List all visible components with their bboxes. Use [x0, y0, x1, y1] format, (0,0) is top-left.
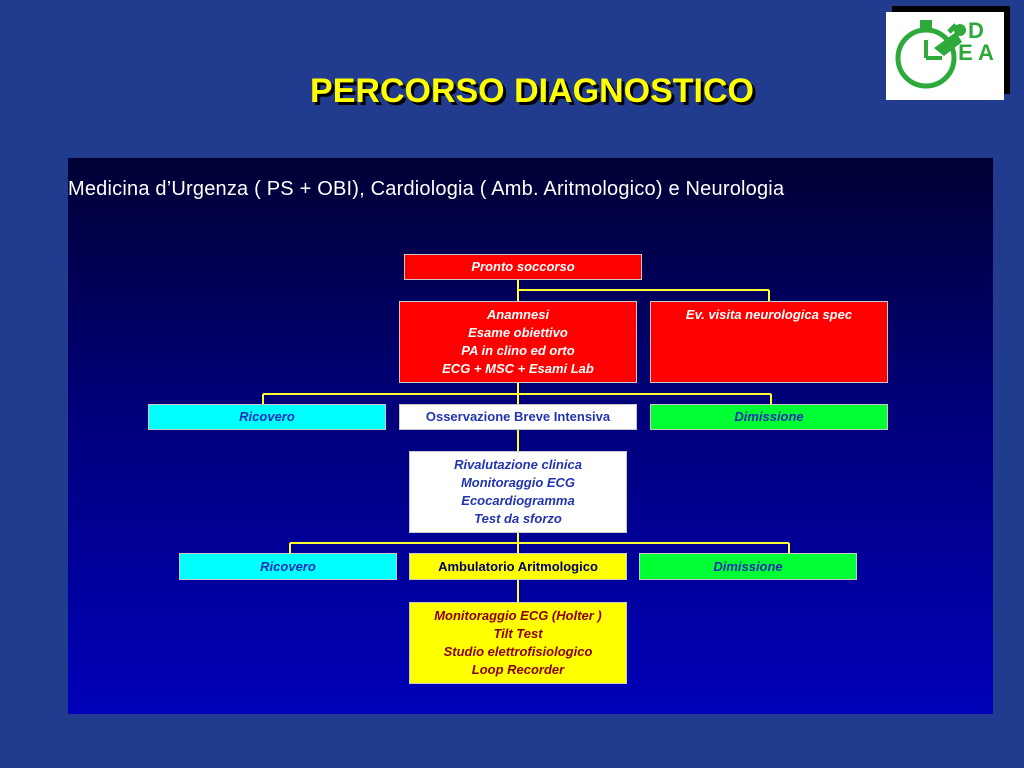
ricovero-box-level5: Ricovero: [179, 553, 397, 580]
anamnesi-line: PA in clino ed orto: [461, 343, 575, 358]
visita-neurologica-box: Ev. visita neurologica spec: [650, 301, 888, 383]
anamnesi-line: Anamnesi: [486, 307, 550, 322]
exam-line: Loop Recorder: [471, 662, 565, 677]
flowchart-panel: [68, 158, 993, 714]
flowchart-subtitle: Medicina d’Urgenza ( PS + OBI), Cardiologia ( Amb. Aritmologico) e Neurologia: [68, 178, 785, 200]
dimissione-box-level3: Dimissione: [650, 404, 888, 430]
rivalutazione-line: Rivalutazione clinica: [454, 457, 582, 472]
anamnesi-box: [399, 301, 637, 383]
dimissione-box-level5: Dimissione: [639, 553, 857, 580]
rivalutazione-box: [409, 451, 627, 533]
dea-logo: [886, 12, 1004, 100]
ambulatorio-aritmologico-box: Ambulatorio Aritmologico: [409, 553, 627, 580]
ambulatorio-exams-box: [409, 602, 627, 684]
exam-line: Studio elettrofisiologico: [443, 644, 593, 659]
osservazione-breve-box: Osservazione Breve Intensiva: [399, 404, 637, 430]
pronto-soccorso-box: Pronto soccorso: [404, 254, 642, 280]
logo-letters: D E A: [958, 18, 994, 65]
exam-line: Tilt Test: [493, 626, 543, 641]
rivalutazione-line: Monitoraggio ECG: [460, 475, 576, 490]
rivalutazione-line: Ecocardiogramma: [461, 493, 575, 508]
anamnesi-line: ECG + MSC + Esami Lab: [442, 361, 594, 376]
ricovero-box-level3: Ricovero: [148, 404, 386, 430]
slide-title: PERCORSO DIAGNOSTICO: [310, 72, 754, 110]
anamnesi-line: Esame obiettivo: [468, 325, 568, 340]
rivalutazione-line: Test da sforzo: [474, 511, 562, 526]
exam-line: Monitoraggio ECG (Holter ): [434, 608, 602, 623]
